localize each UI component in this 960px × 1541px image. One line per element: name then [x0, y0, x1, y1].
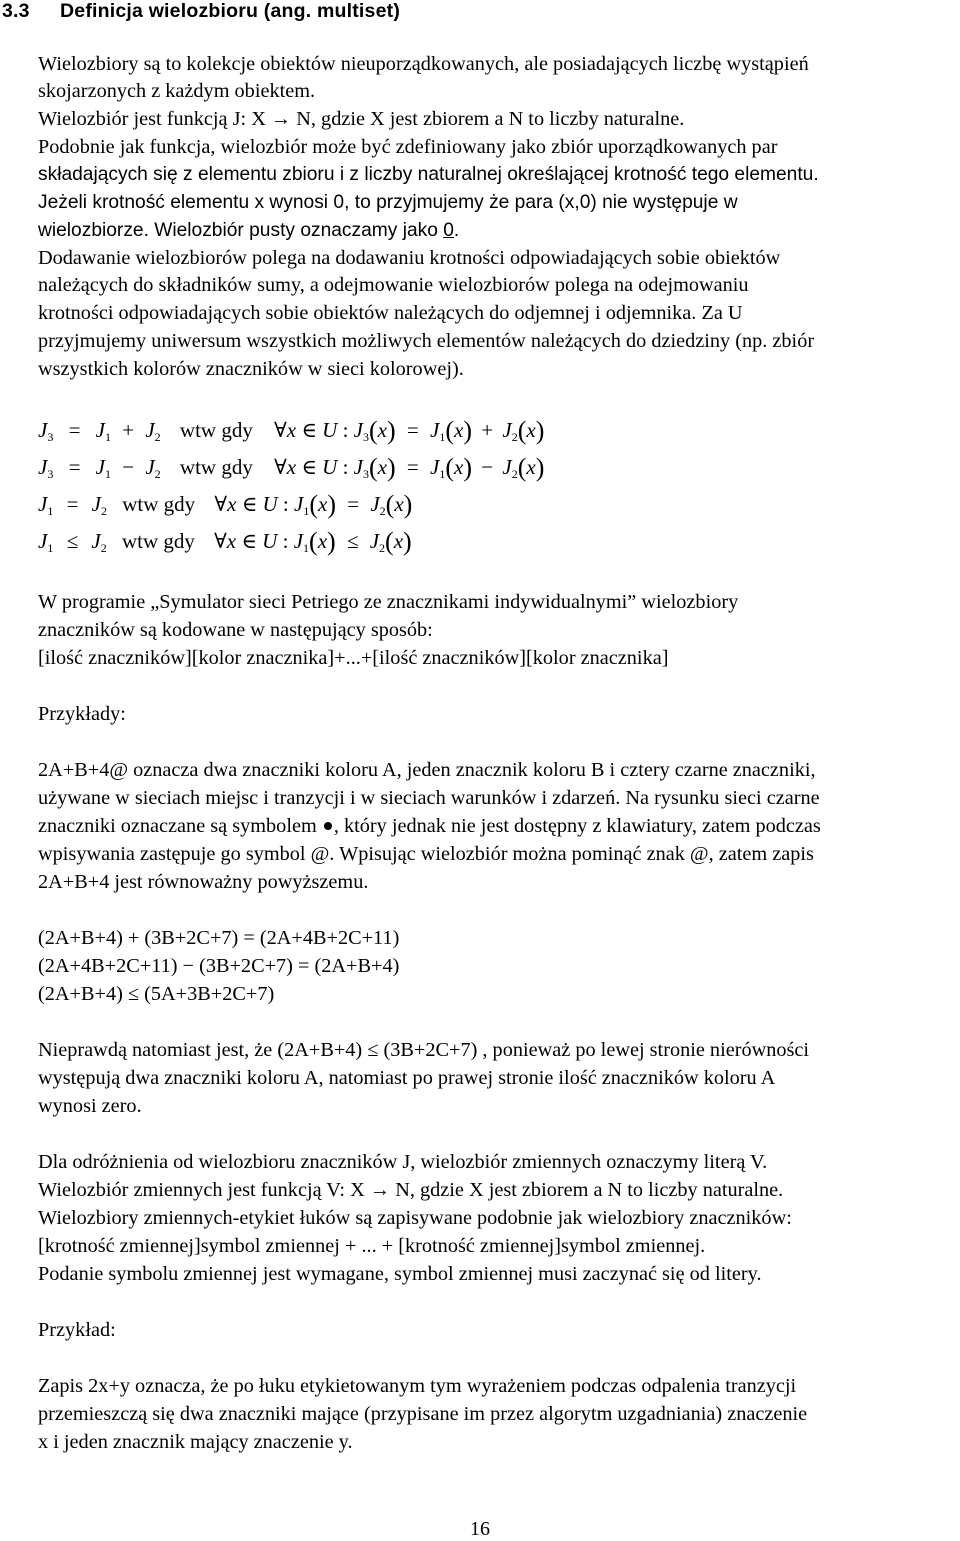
- text-line: wielozbiorze. Wielozbiór pusty oznaczamy jako 0.: [38, 220, 460, 241]
- text-line: wynosi zero.: [38, 1095, 142, 1117]
- le-symbol: ≤: [127, 983, 140, 1005]
- text-line: używane w sieciach miejsc i tranzycji i w sieciach warunków i zdarzeń. Na rysunku sieci czarne: [38, 787, 820, 809]
- text-line: Podanie symbolu zmiennej jest wymagane, symbol zmiennej musi zaczynać się od litery.: [38, 1263, 762, 1285]
- text-line: (2A+4B+2C+11) − (3B+2C+7) = (2A+B+4): [38, 955, 400, 977]
- text-line: W programie „Symulator sieci Petriego ze znacznikami indywidualnymi” wielozbiory: [38, 591, 739, 613]
- text-line: krotności odpowiadających sobie obiektów należących do odjemnej i odjemnika. Za U: [38, 302, 743, 324]
- formula-sum: $J_3 = J_1 + J_2$ wtw gdy ∀x ∈ U : $J_3(x) = J_1(x) + J_2(x)$: [38, 416, 545, 445]
- formula-difference: $J_3 = J_1 - J_2$ wtw gdy ∀x ∈ U : $J_3(x) = J_1(x) - J_2(x)$: [38, 453, 545, 482]
- text-line: Dla odróżnienia od wielozbioru znaczników J, wielozbiór zmiennych oznaczymy literą V.: [38, 1151, 768, 1173]
- text-line: Zapis 2x+y oznacza, że po łuku etykietowanym tym wyrażeniem podczas odpalenia tranzycji: [38, 1375, 797, 1397]
- empty-multiset-symbol: 0: [443, 220, 454, 241]
- text-line: Dodawanie wielozbiorów polega na dodawaniu krotności odpowiadających sobie obiektów: [38, 247, 781, 269]
- text-line: (2A+B+4) ≤ (5A+3B+2C+7): [38, 983, 275, 1005]
- text-line: składających się z elementu zbioru i z liczby naturalnej określającej krotność tego elementu.: [38, 164, 819, 185]
- text-line: [krotność zmiennej]symbol zmiennej + ... + [krotność zmiennej]symbol zmiennej.: [38, 1235, 706, 1257]
- text-line: (2A+B+4) + (3B+2C+7) = (2A+4B+2C+11): [38, 927, 400, 949]
- text-line: występują dwa znaczniki koloru A, natomiast po prawej stronie ilość znaczników koloru A: [38, 1067, 776, 1089]
- text-line: Wielozbiory są to kolekcje obiektów nieuporządkowanych, ale posiadających liczbę wystąpień: [38, 53, 809, 75]
- text-line: Nieprawdą natomiast jest, że (2A+B+4) ≤ (3B+2C+7) , ponieważ po lewej stronie nierówności: [38, 1039, 810, 1061]
- example-label: Przykład:: [38, 1319, 116, 1341]
- text-line: wpisywania zastępuje go symbol @. Wpisując wielozbiór można pominąć znak @, zatem zapis: [38, 843, 814, 865]
- text-line: Podobnie jak funkcja, wielozbiór może być zdefiniowany jako zbiór uporządkowanych par: [38, 136, 778, 158]
- page-number: 16: [470, 1518, 490, 1540]
- text-line: x i jeden znacznik mający znaczenie y.: [38, 1431, 353, 1453]
- text-line: przyjmujemy uniwersum wszystkich możliwych elementów należących do dziedziny (np. zbiór: [38, 330, 815, 352]
- text-line: przemieszczą się dwa znaczniki mające (przypisane im przez algorytm uzgadniania) znaczenie: [38, 1403, 808, 1425]
- le-symbol: ≤: [367, 1039, 379, 1061]
- examples-label: Przykłady:: [38, 703, 126, 725]
- text-line: skojarzonych z każdym obiektem.: [38, 80, 316, 102]
- formula-equality: $J_1 = J_2$ wtw gdy ∀x ∈ U : $J_1(x) = J_2(x)$: [38, 490, 413, 519]
- text-line: 2A+B+4 jest równoważny powyższemu.: [38, 871, 369, 893]
- section-heading: [2, 0, 400, 23]
- text-line: [ilość znaczników][kolor znacznika]+...+[ilość znaczników][kolor znacznika]: [38, 647, 669, 669]
- text-line: Wielozbiór jest funkcją J: X → N, gdzie X jest zbiorem a N to liczby naturalne.: [38, 108, 685, 130]
- text-line: znaczniki oznaczane są symbolem , który jednak nie jest dostępny z klawiatury, zatem podczas: [38, 815, 821, 837]
- section-title: Definicja wielozbioru (ang. multiset): [60, 0, 401, 22]
- text-line: Jeżeli krotność elementu x wynosi 0, to przyjmujemy że para (x,0) nie występuje w: [38, 192, 738, 213]
- text-line: znaczników są kodowane w następujący sposób:: [38, 619, 433, 641]
- black-token-icon: [324, 822, 332, 830]
- formula-inclusion: $J_1 \le J_2$ wtw gdy ∀x ∈ U : $J_1(x) \le J_2(x)$: [38, 527, 412, 556]
- text-line: Wielozbiory zmiennych-etykiet łuków są zapisywane podobnie jak wielozbiory znaczników:: [38, 1207, 792, 1229]
- section-number: 3.3: [2, 0, 30, 22]
- minus-symbol: −: [182, 955, 194, 977]
- text-line: Wielozbiór zmiennych jest funkcją V: X → N, gdzie X jest zbiorem a N to liczby naturalne.: [38, 1179, 784, 1201]
- text-line: 2A+B+4@ oznacza dwa znaczniki koloru A, jeden znacznik koloru B i cztery czarne znaczniki,: [38, 759, 816, 781]
- text-line: należących do składników sumy, a odejmowanie wielozbiorów polega na odejmowaniu: [38, 274, 749, 296]
- text-line: wszystkich kolorów znaczników w sieci kolorowej).: [38, 358, 464, 380]
